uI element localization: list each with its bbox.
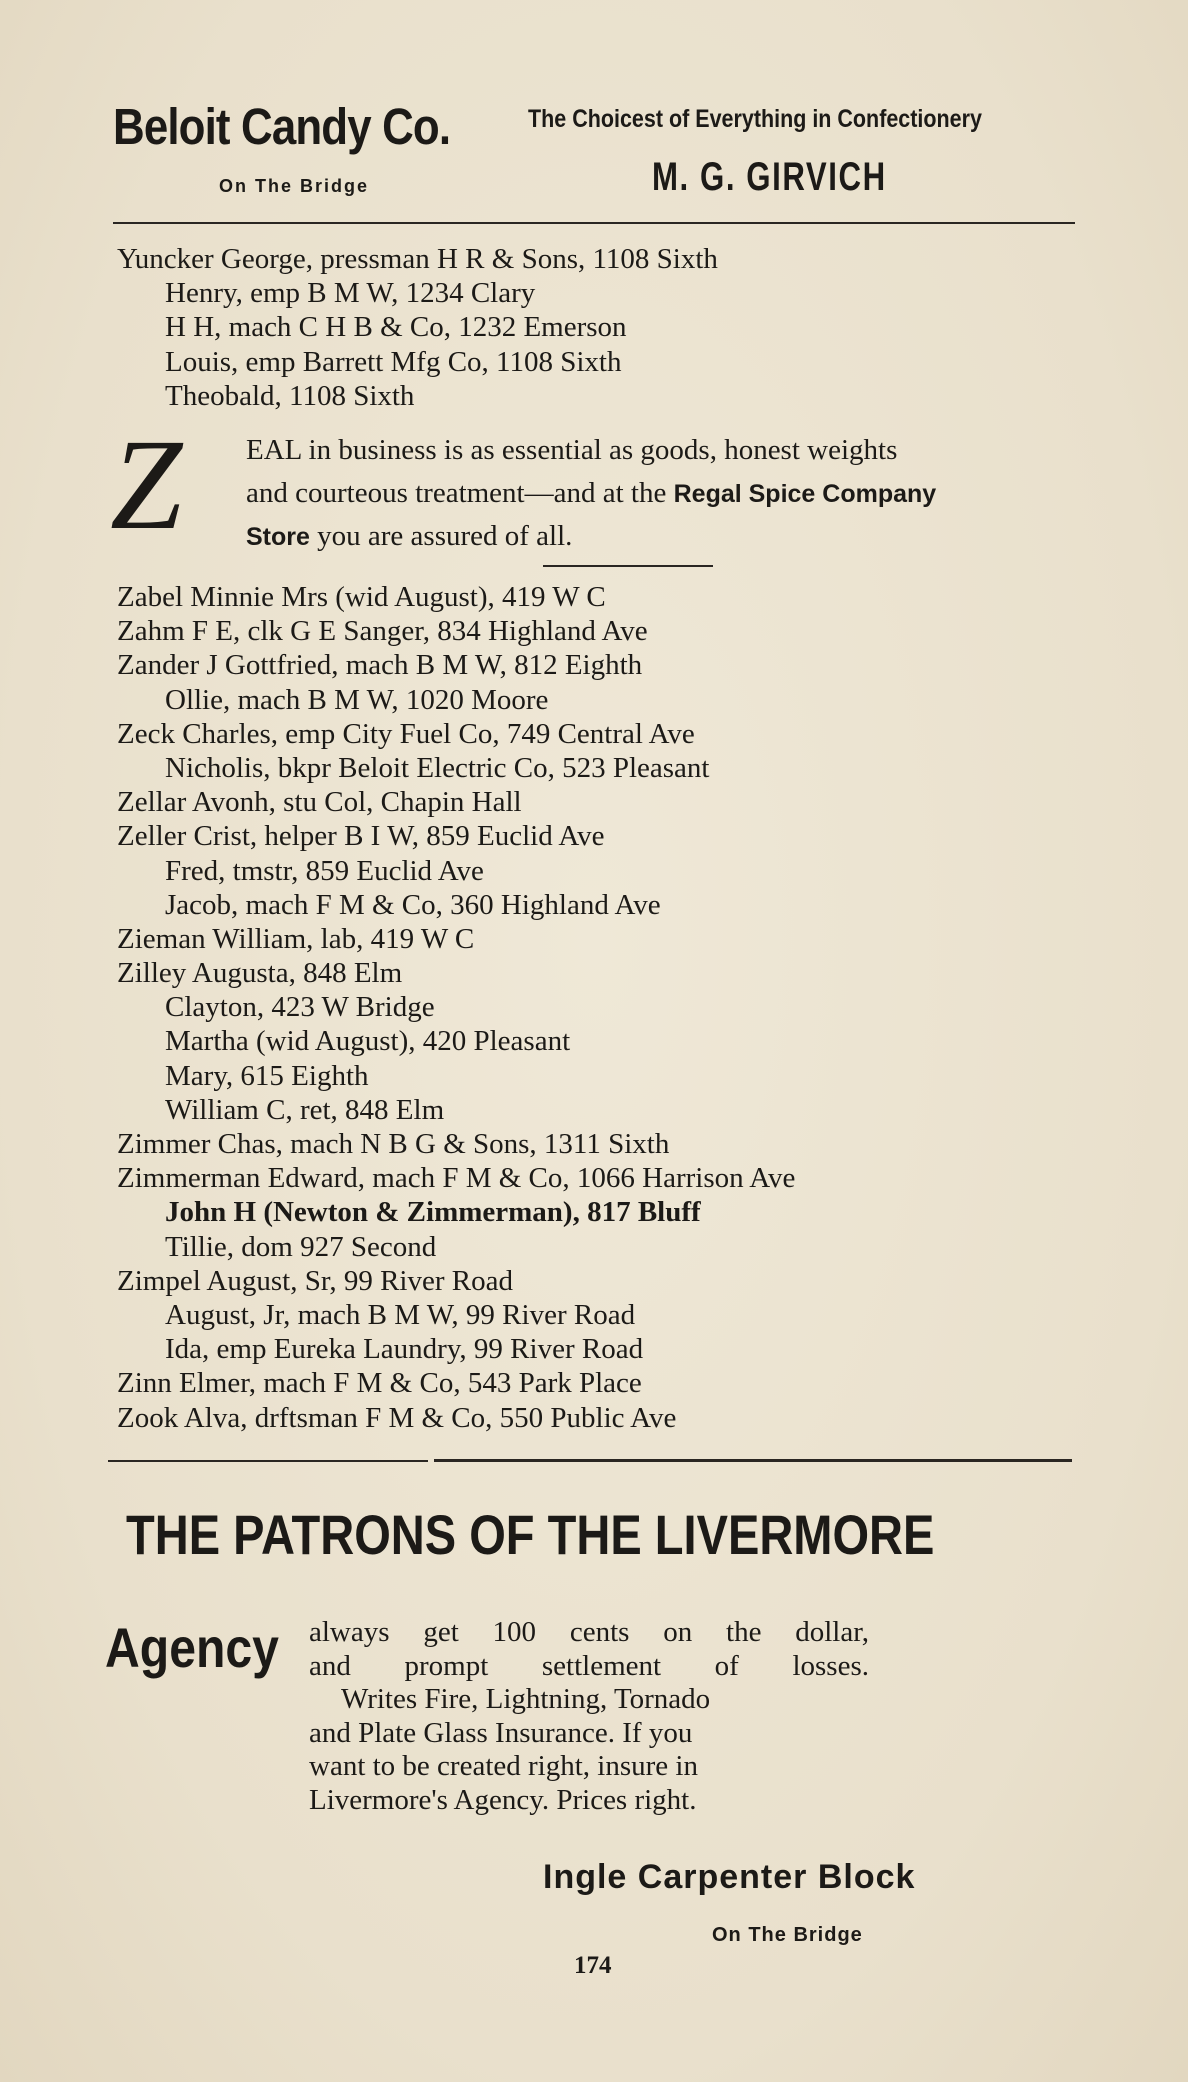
regal-store: Store (246, 523, 310, 551)
directory-entry: Zilley Augusta, 848 Elm (117, 957, 403, 990)
ad-body-line: Writes Fire, Lightning, Tornado (341, 1683, 711, 1715)
ad-body-line: want to be created right, insure in (309, 1750, 698, 1782)
directory-entry: Zabel Minnie Mrs (wid August), 419 W C (117, 581, 606, 613)
ad-body-line: Livermore's Agency. Prices right. (309, 1783, 697, 1816)
directory-entry: Louis, emp Barrett Mfg Co, 1108 Sixth (165, 345, 622, 378)
directory-entry: Theobald, 1108 Sixth (165, 379, 415, 412)
directory-entry: Zimpel August, Sr, 99 River Road (117, 1264, 513, 1297)
ad-body-line: and prompt settlement of losses. (309, 1649, 869, 1682)
entries-top (117, 242, 1097, 413)
zeal-line-3 (246, 515, 1076, 558)
directory-entry: Zimmer Chas, mach N B G & Sons, 1311 Sixth (117, 1128, 670, 1160)
directory-entry: Ida, emp Eureka Laundry, 99 River Road (165, 1333, 644, 1366)
directory-entry: Zellar Avonh, stu Col, Chapin Hall (117, 786, 522, 819)
livermore-headline: THE PATRONS OF THE LIVERMORE (126, 1503, 935, 1566)
ad-body-line: always get 100 cents on the dollar, (309, 1616, 869, 1648)
directory-entry: Zeller Crist, helper B I W, 859 Euclid Ave (117, 820, 605, 853)
header-company-name: Beloit Candy Co. (113, 98, 451, 155)
ad-location: On The Bridge (712, 1924, 863, 1946)
directory-entry: Zinn Elmer, mach F M & Co, 543 Park Place (117, 1367, 642, 1400)
footer-divider-left (108, 1460, 428, 1462)
directory-entry: Ollie, mach B M W, 1020 Moore (165, 683, 549, 716)
directory-entry: Zieman William, lab, 419 W C (117, 922, 475, 955)
header-location: On The Bridge (219, 176, 370, 196)
directory-entry: Zander J Gottfried, mach B M W, 812 Eighth (117, 649, 643, 682)
directory-entry: Martha (wid August), 420 Pleasant (165, 1025, 571, 1058)
directory-entry: Clayton, 423 W Bridge (165, 991, 435, 1024)
directory-entry: Zook Alva, drftsman F M & Co, 550 Public Ave (117, 1401, 677, 1434)
directory-entry: Tillie, dom 927 Second (165, 1230, 437, 1263)
directory-entry: Yuncker George, pressman H R & Sons, 1108 Sixth (117, 243, 718, 275)
directory-entry: John H (Newton & Zimmerman), 817 Bluff (165, 1196, 701, 1229)
header-tagline: The Choicest of Everything in Confectionery (528, 105, 982, 133)
header-proprietor: M. G. GIRVICH (652, 155, 887, 199)
directory-entry: August, Jr, mach B M W, 99 River Road (165, 1298, 636, 1331)
ad-address: Ingle Carpenter Block (543, 1858, 916, 1896)
directory-entry: Mary, 615 Eighth (165, 1059, 369, 1092)
directory-entry: Zimmerman Edward, mach F M & Co, 1066 Harrison Ave (117, 1162, 796, 1195)
zeal-drop-cap: Z (110, 413, 183, 557)
directory-entry: Jacob, mach F M & Co, 360 Highland Ave (165, 888, 661, 921)
header-divider (113, 222, 1075, 224)
ad-body-line: and Plate Glass Insurance. If you (309, 1716, 693, 1749)
zeal-divider (543, 565, 713, 567)
directory-entry: Henry, emp B M W, 1234 Clary (165, 277, 536, 310)
page-number: 174 (574, 1952, 612, 1979)
zeal-line-2 (246, 472, 1076, 515)
zeal-line-2-text: and courteous treatment—and at the (246, 477, 674, 509)
directory-entry: H H, mach C H B & Co, 1232 Emerson (165, 311, 627, 344)
directory-entry: Nicholis, bkpr Beloit Electric Co, 523 Pleasant (165, 751, 710, 784)
directory-entry: Fred, tmstr, 859 Euclid Ave (165, 854, 484, 887)
directory-entry: Zahm F E, clk G E Sanger, 834 Highland Ave (117, 615, 648, 648)
footer-divider-right (434, 1459, 1072, 1462)
agency-label: Agency (105, 1616, 279, 1679)
entries-z (117, 580, 1097, 1435)
directory-entry: William C, ret, 848 Elm (165, 1093, 445, 1126)
regal-spice-company: Regal Spice Company (673, 480, 937, 508)
zeal-line-1: EAL in business is as essential as goods, honest weights (246, 434, 898, 466)
zeal-line-3-text: you are assured of all. (309, 520, 573, 552)
directory-entry: Zeck Charles, emp City Fuel Co, 749 Central Ave (117, 717, 695, 750)
livermore-ad-body (309, 1616, 869, 1817)
zeal-notice (246, 429, 1076, 558)
